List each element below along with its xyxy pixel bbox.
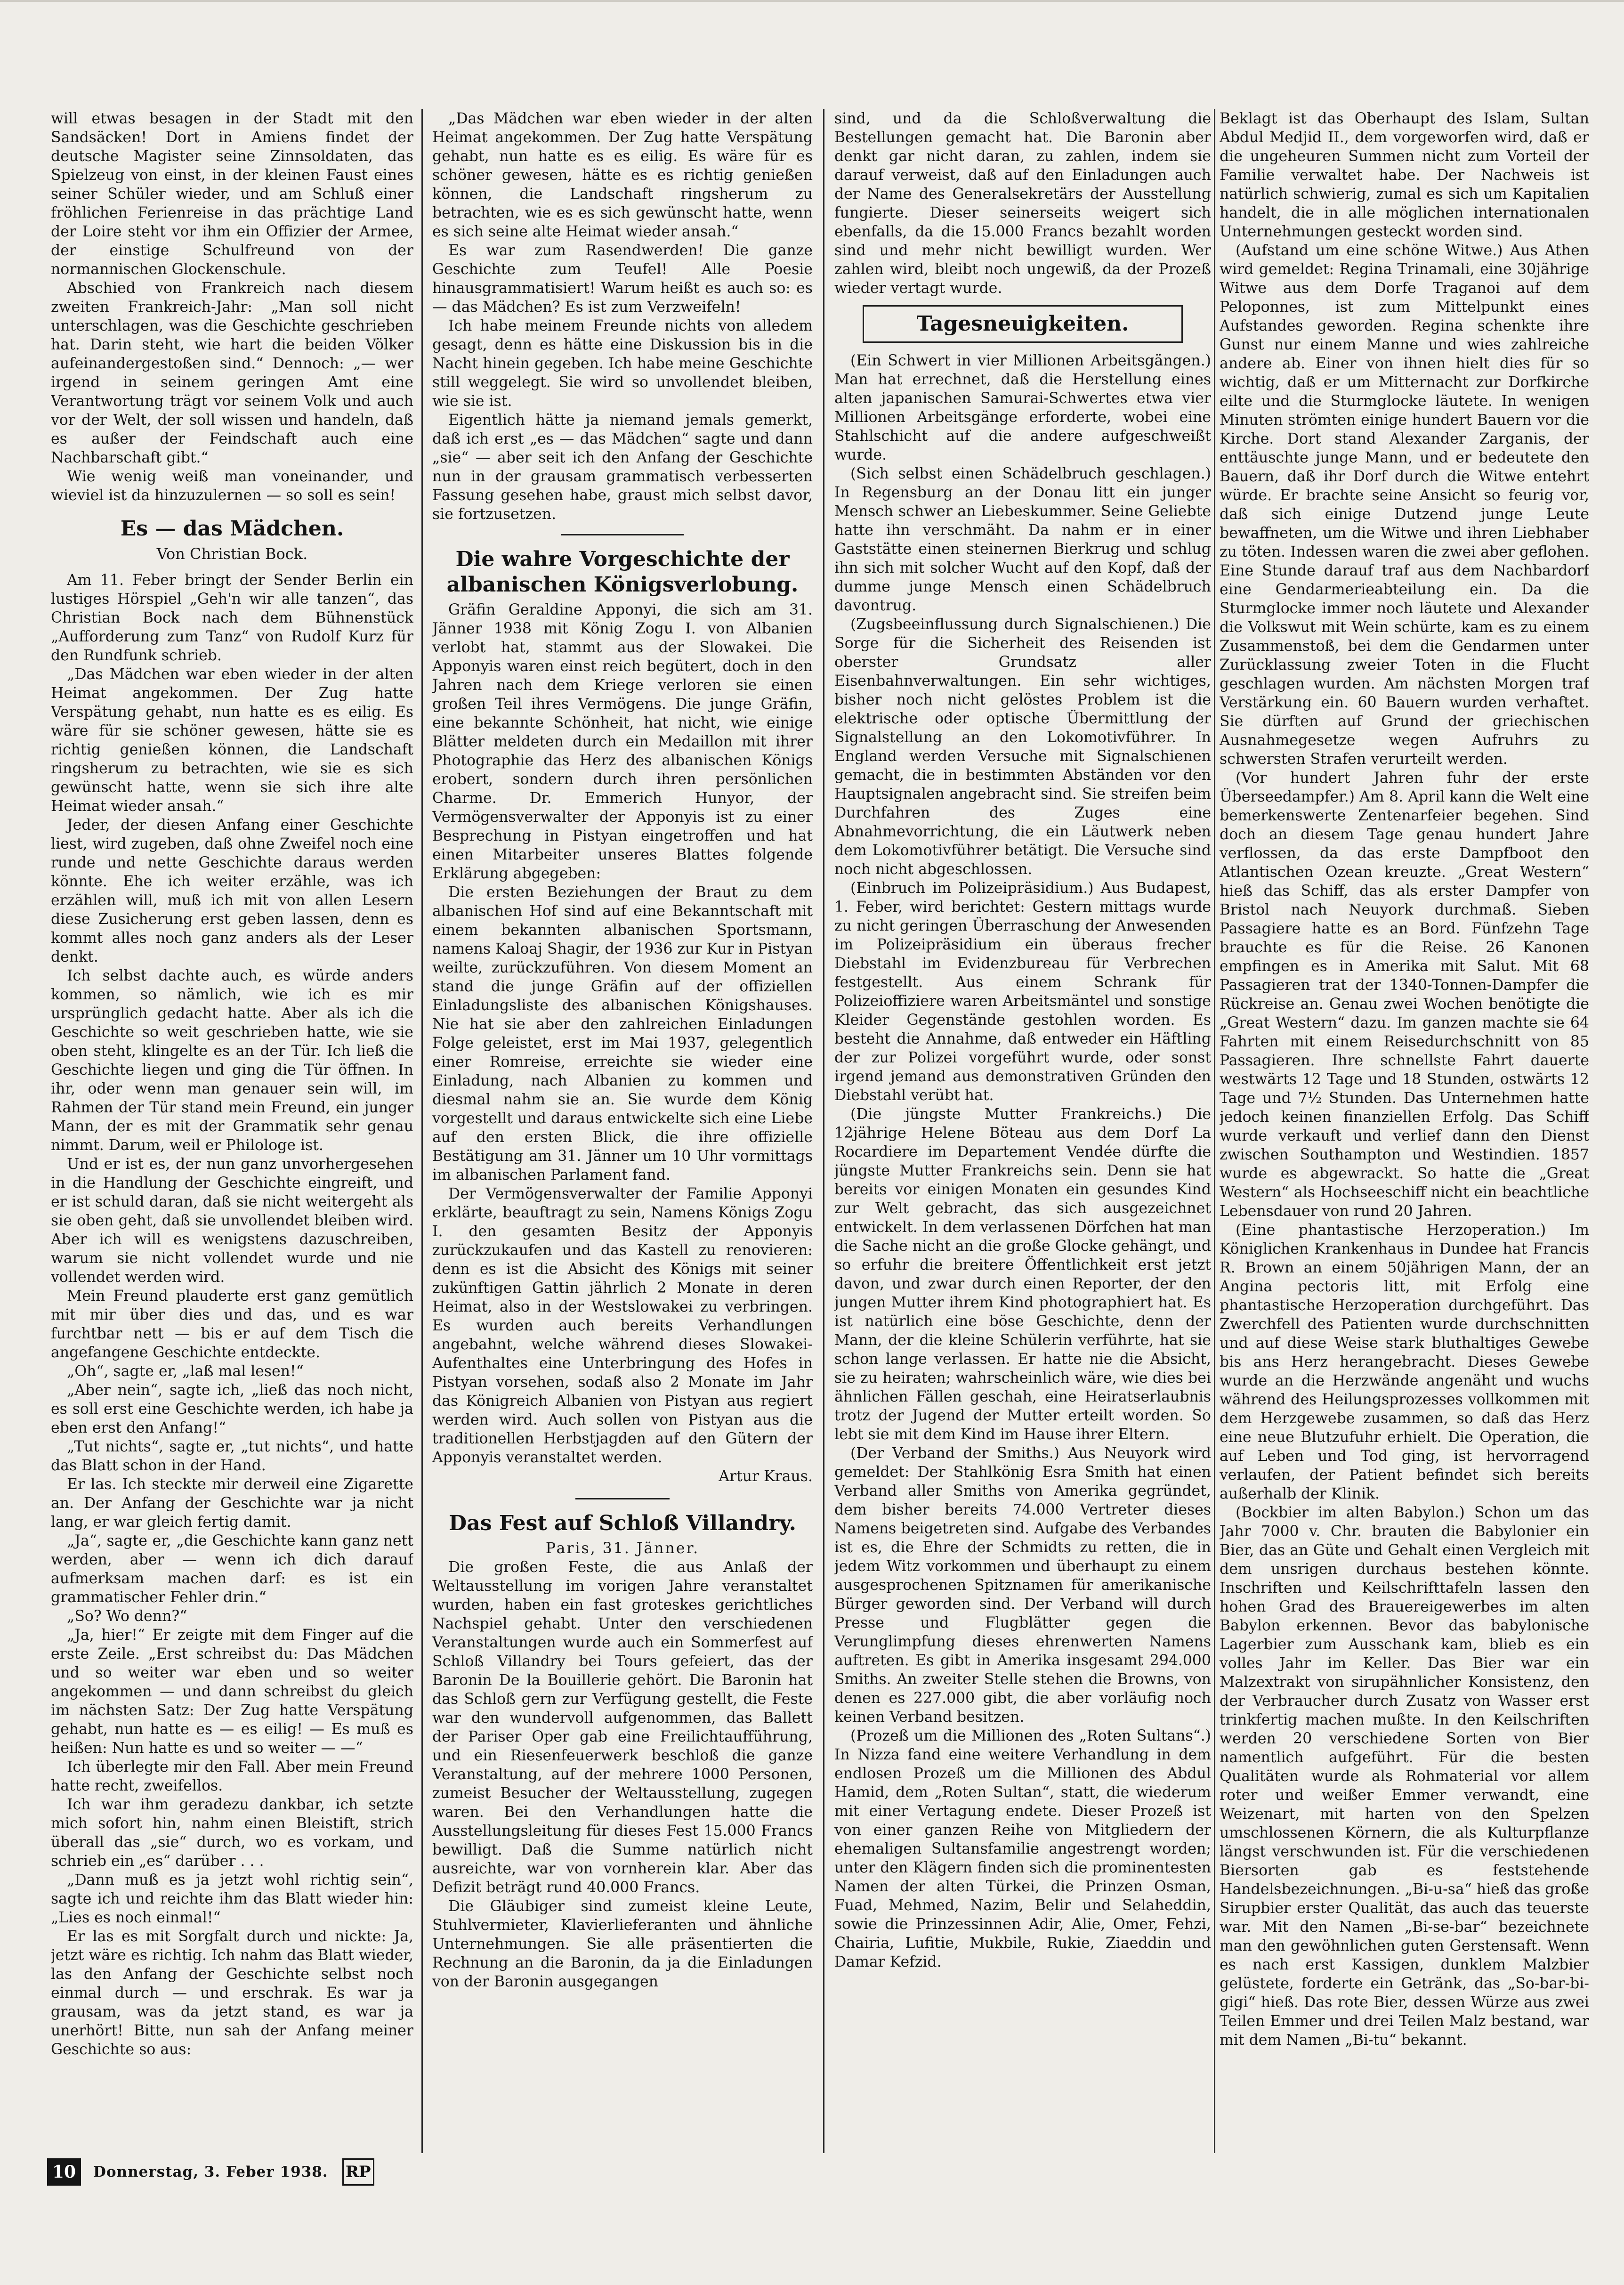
article-headline: Es — das Mädchen.	[120, 517, 344, 541]
paragraph: Am 11. Feber bringt der Sender Berlin ein lustiges Hörspiel „Geh'n wir alle tanzen“, das Christian Bock nach dem Bühnenstück „Aufforderung zum Tanz“ von Rudolf Kurz für den Rundfunk schrieb.	[51, 572, 413, 664]
paragraph: Wie wenig weiß man voneinander, und wieviel ist da hinzuzulernen — so soll es sein!	[51, 468, 413, 504]
article-headline: Die wahre Vorgeschichte der albanischen Königsverlobung.	[446, 547, 799, 597]
paragraph: Die großen Feste, die aus Anlaß der Weltausstellung im vorigen Jahre veranstaltet wurden, haben ein fast groteskes gerichtliches Nachspiel gehabt. Unter den verschiedenen Veranstaltungen wurde auch ein Sommerfest auf Schloß Villandry bei Tours gefeiert, das der Baronin De la Bouillerie gehört. Die Baronin hat das Schloß gern zur Verfügung gestellt, die Feste war den wundervoll aufgenommen, das Ballett der Pariser Oper gab eine Freilichtaufführung, und ein Riesenfeuerwerk beschloß die ganze Veranstaltung, auf der mehrere 1000 Personen, zumeist Besucher der Weltausstellung, zugegen waren. Bei den Verhandlungen hatte die Ausstellungsleitung für dieses Fest 15.000 Francs bewilligt. Daß die Summe natürlich nicht ausreichte, war von vornherein klar. Aber das Defizit beträgt rund 40.000 Francs.	[432, 1559, 813, 1896]
page-edge-top	[0, 0, 1624, 2]
paragraph: Mein Freund plauderte erst ganz gemütlich mit mir über dies und das, und es war furchtbar nett — bis er auf dem Tisch die angefangene Geschichte entdeckte.	[51, 1288, 413, 1361]
news-item: (Zugsbeeinflussung durch Signalschienen.) Die Sorge für die Sicherheit des Reisenden ist oberster Grundsatz aller Eisenbahnverwaltungen. Ein sehr wichtiges, bisher noch nicht gelöstes Problem ist die elektrische oder optische Übermittlung der Signalstellung an den Lokomotivführer. In England werden Versuche mit Signalschienen gemacht, die in bestimmten Abständen vor den Hauptsignalen angebracht sind. Sie streifen beim Durchfahren des Zuges eine Abnahmevorrichtung, die ein Läutwerk neben dem Lokomotivführer betätigt. Die Versuche sind noch nicht abgeschlossen.	[834, 616, 1211, 878]
paragraph: „Tut nichts“, sagte er, „tut nichts“, und hatte das Blatt schon in der Hand.	[51, 1438, 413, 1474]
paragraph: Es war zum Rasendwerden! Die ganze Geschichte zum Teufel! Alle Poesie hinausgrammatisiert! Warum heißt es auch so: es — das Mädchen? Es ist zum Verzweifeln!	[432, 242, 813, 316]
article-dateline: Paris, 31. Jänner.	[545, 1540, 700, 1557]
paragraph: Er las. Ich steckte mir derweil eine Zigarette an. Der Anfang der Geschichte war ja nicht lang, er war gleich fertig damit.	[51, 1476, 413, 1531]
paragraph: Ich habe meinem Freunde nichts von alledem gesagt, denn es hätte eine Diskussion bis in die Nacht hinein gegeben. Ich habe meine Geschichte still weggelegt. Sie wird so unvollendet bleiben, wie sie ist.	[432, 317, 813, 410]
paragraph: Die ersten Beziehungen der Braut zu dem albanischen Hof sind auf eine Bekanntschaft mit einem bekannten albanischen Sportsmann, namens Kaloaj Shagir, der 1936 zur Kur in Pistyan weilte, zurückzuführen. Von diesem Moment an stand die junge Gräfin auf der offiziellen Einladungsliste des albanischen Königshauses. Nie hat sie aber den zahlreichen Einladungen Folge geleistet, erst im Mai 1937, gelegentlich einer Romreise, erreichte sie wieder eine Einladung, nach Albanien zu kommen und diesmal nahm sie an. Sie wurde dem König vorgestellt und daraus entwickelte sich eine Liebe auf den ersten Blick, die ihre offizielle Bestätigung am 31. Jänner um 10 Uhr vormittags im albanischen Parlament fand.	[432, 884, 813, 1183]
paragraph: Ich überlegte mir den Fall. Aber mein Freund hatte recht, zweifellos.	[51, 1758, 413, 1794]
paragraph: Eigentlich hätte ja niemand jemals gemerkt, daß ich erst „es — das Mädchen“ sagte und dann „sie“ — aber seit ich den Anfang der Geschichte nun in der grausam grammatisch verbesserten Fassung gesehen habe, graust mich selbst davor, sie fortzusetzen.	[432, 412, 813, 523]
paragraph: „So? Wo denn?“	[67, 1608, 187, 1625]
news-item: (Prozeß um die Millionen des „Roten Sultans“.) In Nizza fand eine weitere Verhandlung in dem endlosen Prozeß um die Millionen des Abdul Hamid, dem „Roten Sultan“, statt, die wiederum mit einer Vertagung endete. Dieser Prozeß ist von einer ganzen Reihe von Mitgliedern der ehemaligen Sultansfamilie angestrengt worden; unter den Klägern finden sich die prominentesten Namen der alten Türkei, die Prinzen Osman, Fuad, Mehmed, Nazim, Belir und Selaheddin, sowie die Prinzessinnen Adir, Alie, Omer, Fehzi, Chairia, Lufitie, Mukbile, Rukie, Ziaeddin und Damar Kefzid.	[834, 1727, 1211, 1970]
paragraph: Ich selbst dachte auch, es würde anders kommen, so nämlich, wie ich es mir ursprünglich gedacht hatte. Aber als ich die Geschichte so weit geschrieben hatte, wie sie oben steht, klingelte es an der Tür. Ich ließ die Geschichte liegen und ging die Tür öffnen. In ihr, oder wenn man genauer sein will, im Rahmen der Tür stand mein Freund, ein junger Mann, der es mit der Grammatik sehr genau nimmt. Darum, weil er Philologe ist.	[51, 967, 413, 1154]
column-4	[1220, 109, 1589, 2148]
paragraph: Er las es mit Sorgfalt durch und nickte: Ja, jetzt wäre es richtig. Ich nahm das Blatt wieder, las den Anfang der Geschichte selbst noch einmal durch — und erschrak. Es war ja grausam, was da jetzt stand, es war ja unerhört! Bitte, nun sah der Anfang meiner Geschichte so aus:	[51, 1928, 413, 2058]
paragraph: Beklagt ist das Oberhaupt des Islam, Sultan Abdul Medjid II., dem vorgeworfen wird, daß er die ungeheuren Summen nicht zum Vorteil der Familie verwaltet habe. Der Nachweis ist natürlich schwierig, zumal es sich um Kapitalien handelt, die in alle möglichen internationalen Unternehmungen gesteckt worden sind.	[1220, 110, 1589, 240]
paragraph: Ich war ihm geradezu dankbar, ich setzte mich sofort hin, nahm einen Bleistift, strich überall das „sie“ durch, wo es vorkam, und schrieb ein „es“ darüber . . .	[51, 1796, 413, 1870]
column-rule	[1214, 109, 1215, 2153]
paragraph: „Dann muß es ja jetzt wohl richtig sein“, sagte ich und reichte ihm das Blatt wieder hin: „Lies es noch einmal!“	[51, 1872, 413, 1926]
page-number: 10	[47, 2158, 81, 2186]
column-1	[51, 109, 413, 2148]
section-divider	[575, 1498, 670, 1499]
paragraph: „Das Mädchen war eben wieder in der alten Heimat angekommen. Der Zug hatte Verspätung gehabt, nun hatte es es eilig. Es wäre für es schöner gewesen, hätte es es richtig genießen können, die Landschaft ringsherum zu betrachten, wie es es sich gewünscht hatte, wenn es sich seine alte Heimat wieder ansah.“	[432, 110, 813, 240]
column-rule	[823, 109, 824, 2153]
news-item: (Vor hundert Jahren fuhr der erste Überseedampfer.) Am 8. April kann die Welt eine bemerkenswerte Zentenarfeier begehen. Sind doch an diesem Tage genau hundert Jahre verflossen, da das erste Dampfboot den Atlantischen Ozean kreuzte. „Great Western“ hieß das Schiff, das als erster Dampfer von Bristol nach Neuyork durchmaß. Sieben Passagiere hatte es an Bord. Fünfzehn Tage brauchte es für die Reise. 26 Kanonen empfingen es in Amerika mit Salut. Mit 68 Passagieren trat der 1340-Tonnen-Dampfer die Rückreise an. Genau zwei Wochen benötigte die „Great Western“ dazu. Im ganzen machte sie 64 Fahrten mit einem Reisedurchschnitt von 85 Passagieren. Ihre schnellste Fahrt dauerte westwärts 12 Tage und 18 Stunden, ostwärts 12 Tage und 7½ Stunden. Das Unternehmen hatte jedoch keinen finanziellen Erfolg. Das Schiff wurde verkauft und verlief dann den Dienst zwischen Southampton und Westindien. 1857 wurde es abgewrackt. So hatte die „Great Western“ als Hochseeschiff nicht ein beachtliche Lebensdauer von rund 20 Jahren.	[1220, 770, 1589, 1220]
paragraph: will etwas besagen in der Stadt mit den Sandsäcken! Dort in Amiens findet der deutsche Magister seine Zinnsoldaten, das Spielzeug von einst, in der kleinen Faust eines seiner Schüler wieder, und am Schluß einer fröhlichen Ferienreise in das prächtige Land der Loire steht vor ihm ein Offizier der Armee, der einstige Schulfreund von der normannischen Glockenschule.	[51, 110, 413, 278]
article-headline: Das Fest auf Schloß Villandry.	[449, 1511, 796, 1535]
paragraph: „Oh“, sagte er, „laß mal lesen!“	[67, 1363, 304, 1380]
column-3	[834, 109, 1211, 2148]
news-item: (Bockbier im alten Babylon.) Schon um das Jahr 7000 v. Chr. brauten die Babylonier ein Bier, das an Güte und Gehalt einen Vergleich mit dem unsrigen durchaus bestehen könnte. Inschriften und Keilschrifttafeln lassen den hohen Grad des Brauereigewerbes im alten Babylon erkennen. Bevor das babylonische Lagerbier zum Ausschank kam, blieb es ein volles Jahr im Keller. Das Bier war ein Malzextrakt von sirupähnlicher Konsistenz, den der Verbraucher durch Zusatz von Wasser erst trinkfertig machen mußte. In den Keilschriften werden 20 verschiedene Sorten von Bier namentlich aufgeführt. Für die besten Qualitäten wurde als Rohmaterial vor allem roter und weißer Emmer verwandt, eine Weizenart, mit harten von den Spelzen umschlossenen Körnern, die als Kulturpflanze längst verschwunden ist. Für die verschiedenen Biersorten gab es feststehende Handelsbezeichnungen. „Bi-u-sa“ hieß das große Sirupbier erster Qualität, das auch das teuerste war. Mit den Namen „Bi-se-bar“ bezeichnete man den gewöhnlichen guten Gerstensaft. Wenn es nach erst Kassigen, dunklem Malzbier gelüstete, forderte ein Getränk, das „So-bar-bi-gigi“ hieß. Das rote Bier, dessen Würze aus zwei Teilen Emmer und drei Teilen Malz bestand, war mit dem Namen „Bi-tu“ bekannt.	[1220, 1504, 1589, 2049]
news-item: (Sich selbst einen Schädelbruch geschlagen.) In Regensburg an der Donau litt ein junger Mensch schwer an Liebeskummer. Seine Geliebte hatte ihn verschmäht. Da nahm er in einer Gaststätte einen steinernen Bierkrug und schlug ihn sich mit solcher Wucht auf den Kopf, daß der dumme junge Mensch einen Schädelbruch davontrug.	[834, 465, 1211, 614]
news-item: (Die jüngste Mutter Frankreichs.) Die 12jährige Helene Böteau aus dem Dorf La Rocardiere im Departement Vendée dürfte die jüngste Mutter Frankreichs sein. Denn sie hat bereits vor einigen Monaten ein gesundes Kind zur Welt gebracht, das sich ausgezeichnet entwickelt. In dem verlassenen Dörfchen hat man die Sache nicht an die große Glocke gehängt, und so erfuhr die breitere Öffentlichkeit erst jetzt davon, und zwar durch einen Reporter, der den jungen Mutter ihrem Kind photographiert hat. Es ist natürlich eine böse Geschichte, denn der Mann, der die kleine Schülerin verführte, hat sie schon lange verlassen. Er hatte nie die Absicht, sie zu heiraten; wahrscheinlich wäre, wie dies bei ähnlichen Fällen geschah, eine Heiratserlaubnis trotz der Jugend der Mutter erteilt worden. So lebt sie mit dem Kind im Hause ihrer Eltern.	[834, 1106, 1211, 1443]
paragraph: Der Vermögensverwalter der Familie Apponyi erklärte, beauftragt zu sein, Namens Königs Zogu I. den gesamten Besitz der Apponyis zurückzukaufen und das Kastell zu renovieren: denn es ist die Absicht des Königs mit seiner zukünftigen Gattin jährlich 2 Monate in deren Heimat, also in der Westslowakei zu verbringen. Es wurden auch bereits Verhandlungen angebahnt, welche während dieses Slowakei-Aufenthaltes eine Unterbringung des Hofes in Pistyan vorsehen, sodaß also 2 Monate im Jahr das Königreich Albanien von Pistyan aus regiert werden wird. Auch sollen von Pistyan aus die traditionellen Herbstjagden auf den Gütern der Apponyis veranstaltet werden.	[432, 1185, 813, 1466]
paragraph: „Ja, hier!“ Er zeigte mit dem Finger auf die erste Zeile. „Erst schreibst du: Das Mädchen und so weiter war eben und so weiter angekommen — und dann schreibst du gleich im nächsten Satz: Der Zug hatte Verspätung gehabt, nun hatte es — es eilig! — Es muß es heißen: Nun hatte es und so weiter — —“	[51, 1627, 413, 1757]
article-signature: Artur Kraus.	[719, 1468, 813, 1485]
column-rule	[421, 109, 423, 2153]
news-item: (Einbruch im Polizeipräsidium.) Aus Budapest, 1. Feber, wird berichtet: Gestern mittags wurde zu nicht geringen Überraschung der Anwesenden im Polizeipräsidium ein überaus frecher Diebstahl im Evidenzbureau für Verbrechen festgestellt. Aus einem Schrank für Polizeioffiziere waren Arbeitsmäntel und sonstige Kleider Gegenstände gestohlen worden. Es besteht die Annahme, daß entweder ein Häftling der zur Polizei vorgeführt wurde, oder sonst irgend jemand aus demonstrativen Gründen den Diebstahl verübt hat.	[834, 880, 1211, 1104]
issue-date: Donnerstag, 3. Feber 1938.	[93, 2163, 328, 2180]
column-2	[432, 109, 813, 2148]
paragraph: Die Gläubiger sind zumeist kleine Leute, Stuhlvermieter, Klavierlieferanten und ähnliche Unternehmungen. Sie alle präsentierten die Rechnung an die Baronin, da ja die Einladungen von der Baronin ausgegangen	[432, 1898, 813, 1990]
paragraph: sind, und da die Schloßverwaltung die Bestellungen gemacht hat. Die Baronin aber denkt gar nicht daran, zu zahlen, indem sie darauf verweist, daß auf den Einladungen auch der Name des Generalsekretärs der Ausstellung fungierte. Dieser seinerseits weigert sich ebenfalls, da die 15.000 Francs bezahlt worden sind und mehr nicht bewilligt wurden. Wer zahlen wird, bleibt noch ungewiß, da der Prozeß wieder vertagt wurde.	[834, 110, 1211, 297]
news-item: (Eine phantastische Herzoperation.) Im Königlichen Krankenhaus in Dundee hat Francis R. Brown an einem 50jährigen Mann, der an Angina pectoris litt, mit Erfolg eine phantastische Herzoperation durchgeführt. Das Zwerchfell des Patienten wurde durchschnitten und auf diese Weise stark bluthaltiges Gewebe bis ans Herz herangebracht. Dieses Gewebe wurde an die Herzwände angenäht und wuchs während des Heilungsprozesses vollkommen mit dem Herzgewebe zusammen, so daß das Herz eine neue Blutzufuhr erhielt. Die Operation, die auf Leben und Tod ging, ist hervorragend verlaufen, der Patient befindet sich bereits außerhalb der Klinik.	[1220, 1222, 1589, 1502]
paragraph: Gräfin Geraldine Apponyi, die sich am 31. Jänner 1938 mit König Zogu I. von Albanien verlobt hat, stammt aus der Slowakei. Die Apponyis waren einst reich begütert, doch in den Jahren nach dem Kriege verloren sie einen großen Teil ihres Vermögens. Die junge Gräfin, eine bekannte Schönheit, hat nicht, wie einige Blätter meldeten durch ein Medaillon mit ihrer Photographie das Herz des albanischen Königs erobert, sondern durch ihren persönlichen Charme. Dr. Emmerich Hunyor, der Vermögensverwalter der Apponyis ist zu einer Besprechung in Pistyan eingetroffen und hat einen Mitarbeiter unseres Blattes folgende Erklärung abgegeben:	[432, 601, 813, 882]
section-divider	[561, 534, 684, 535]
page-footer	[47, 2158, 377, 2186]
news-item: (Der Verband der Smiths.) Aus Neuyork wird gemeldet: Der Stahlkönig Esra Smith hat einen Verband aller Smiths von Amerika gegründet, dem bisher bereits 74.000 Vertreter dieses Namens beigetreten sind. Aufgabe des Verbandes ist es, die Ehre der Schmidts zu retten, die in jedem Witz vorkommen und überhaupt zu einem ausgesprochenen Spitznamen für amerikanische Bürger geworden sind. Der Verband will durch Presse und Flugblätter gegen die Verunglimpfung dieses ehrenwerten Namens auftreten. Es gibt in Amerika insgesamt 294.000 Smiths. An zweiter Stelle stehen die Browns, von denen es 227.000 gibt, die aber vorläufig noch keinen Verband besitzen.	[834, 1445, 1211, 1726]
paragraph: „Aber nein“, sagte ich, „ließ das noch nicht, es soll erst eine Geschichte werden, ich habe ja eben erst den Anfang!“	[51, 1382, 413, 1436]
news-item: (Ein Schwert in vier Millionen Arbeitsgängen.) Man hat errechnet, daß die Herstellung eines alten japanischen Samurai-Schwertes etwa vier Millionen Arbeitsgänge erforderte, wobei eine Stahlschicht auf die andere aufgeschweißt wurde.	[834, 352, 1211, 463]
paragraph: „Das Mädchen war eben wieder in der alten Heimat angekommen. Der Zug hatte Verspätung gehabt, nun hatte es es eilig. Es wäre für sie schöner gewesen, hätte sie es richtig genießen können, die Landschaft ringsherum zu betrachten, wie sie es sich gewünscht hatte, wenn sie sich ihre alte Heimat wieder ansah.“	[51, 666, 413, 815]
section-heading-box: Tagesneuigkeiten.	[863, 305, 1183, 343]
paragraph: Und er ist es, der nun ganz unvorhergesehen in die Handlung der Geschichte eingreift, und er ist schuld daran, daß sie nicht weitergeht als sie oben geht, daß sie unvollendet bleiben wird. Aber ich will es wenigstens dazuschreiben, warum sie nicht vollendet wurde und nie vollendet werden wird.	[51, 1156, 413, 1286]
paragraph: Jeder, der diesen Anfang einer Geschichte liest, wird zugeben, daß ohne Zweifel noch eine runde und nette Geschichte daraus werden könnte. Ehe ich weiter erzähle, was ich erzählen will, muß ich mit von allen Lesern diese Zusicherung erst geben lassen, denn es kommt alles noch ganz anders als der Leser denkt.	[51, 817, 413, 965]
paragraph: „Ja“, sagte er, „die Geschichte kann ganz nett werden, aber — wenn ich dich darauf aufmerksam machen darf: es ist ein grammatischer Fehler drin.“	[51, 1532, 413, 1606]
news-item: (Aufstand um eine schöne Witwe.) Aus Athen wird gemeldet: Regina Trinamali, eine 30jährige Witwe aus dem Dorfe Traganoi auf dem Peloponnes, ist zum Mittelpunkt eines Aufstandes geworden. Regina schenkte ihre Gunst nur einem Manne und wies zahlreiche andere ab. Einer von ihnen hielt dies für so wichtig, daß er um Mitternacht zur Dorfkirche eilte und die Sturmglocke läutete. In wenigen Minuten strömten einige hundert Bauern vor die Kirche. Dort stand Alexander Zarganis, der enttäuschte junge Mann, und er bedeutete den Bauern, daß ihr Dorf durch die Witwe entehrt würde. Er brachte seine Ansicht so feurig vor, daß sich einige Dutzend junge Leute bewaffneten, um die Witwe und ihren Liebhaber zu töten. Indessen waren die zwei aber geflohen. Eine Stunde darauf traf aus dem Nachbardorf eine Gendarmerieabteilung ein. Da die Sturmglocke immer noch läutete und Alexander die Volkswut mit Wein schürte, kam es zu einem Zusammenstoß, bei dem die Gendarmen unter Zurücklassung zweier Toten in die Flucht geschlagen wurden. Am nächsten Morgen traf Verstärkung ein. 60 Bauern wurden verhaftet. Sie dürften auf Grund der griechischen Ausnahmegesetze wegen Aufruhrs zu schwersten Strafen verurteilt werden.	[1220, 242, 1589, 768]
paragraph: Abschied von Frankreich nach diesem zweiten Frankreich-Jahr: „Man soll nicht unterschlagen, was die Geschichte geschrieben hat. Darin steht, wie hart die beiden Völker aufeinandergestoßen sind.“ Dennoch: „— wer irgend in seinem geringen Amt eine Verantwortung trägt vor seinem Volk und auch vor der Welt, der soll wissen und handeln, daß es außer der Feindschaft auch eine Nachbarschaft gibt.“	[51, 280, 413, 466]
publisher-logo: RP	[342, 2158, 374, 2186]
article-byline: Von Christian Bock.	[156, 545, 308, 563]
